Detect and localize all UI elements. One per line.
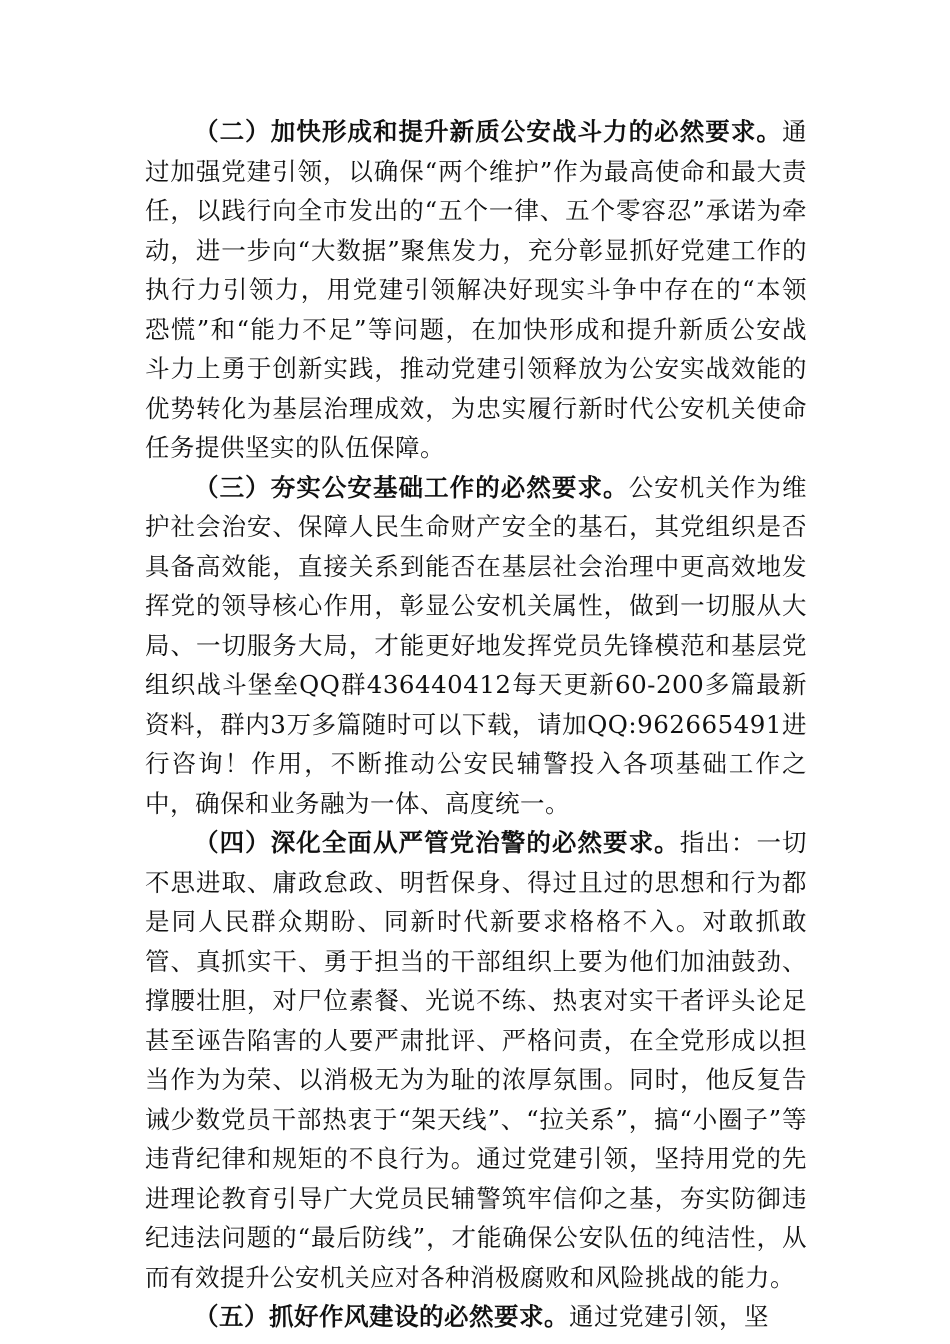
- paragraph-heading: （四）深化全面从严管党治警的必然要求。: [194, 828, 680, 857]
- paragraph-4: [145, 823, 807, 1297]
- paragraph-body: 指出：一切不思进取、庸政怠政、明哲保身、得过且过的思想和行为都是同人民群众期盼、同新时代新要求格格不入。对敢抓敢管、真抓实干、勇于担当的干部组织上要为他们加油鼓劲、撑腰壮胆，对尸位素餐、光说不练、热衷对实干者评头论足甚至诬告陷害的人要严肃批评、严格问责，在全党形成以担当作为为荣、以消极无为为耻的浓厚氛围。同时，他反复告诫少数党员干部热衷于“架天线”、“拉关系”，搞“小圈子”等违背纪律和规矩的不良行为。通过党建引领，坚持用党的先进理论教育引导广大党员民辅警筑牢信仰之基，夯实防御违纪违法问题的“最后防线”，才能确保公安队伍的纯洁性，从而有效提升公安机关应对各种消极腐败和风险挑战的能力。: [145, 828, 808, 1292]
- paragraph-2: [145, 112, 807, 468]
- paragraph-5: [145, 1297, 807, 1337]
- paragraph-heading: （三）夯实公安基础工作的必然要求。: [194, 472, 629, 502]
- paragraph-heading: （五）抓好作风建设的必然要求。: [194, 1302, 569, 1331]
- paragraph-heading: （二）加快形成和提升新质公安战斗力的必然要求。: [194, 117, 782, 146]
- document-page: [145, 112, 807, 1337]
- paragraph-body: 公安机关作为维护社会治安、保障人民生命财产安全的基石，其党组织是否具备高效能，直接关系到能否在基层社会治理中更高效地发挥党的领导核心作用，彰显公安机关属性，做到一切服从大局、一切服务大局，才能更好地发挥党员先锋模范和基层党组织战斗堡垒QQ群436440412每天更新60-200多篇最新资料，群内3万多篇随时可以下载，请加QQ:962665491进行咨询！作用，不断推动公安民辅警投入各项基础工作之中，确保和业务融为一体、高度统一。: [145, 472, 807, 818]
- paragraph-body: 通过加强党建引领，以确保“两个维护”作为最高使命和最大责任，以践行向全市发出的“五个一律、五个零容忍”承诺为牵动，进一步向“大数据”聚焦发力，充分彰显抓好党建工作的执行力引领力，用党建引领解决好现实斗争中存在的“本领恐慌”和“能力不足”等问题，在加快形成和提升新质公安战斗力上勇于创新实践，推动党建引领释放为公安实战效能的优势转化为基层治理成效，为忠实履行新时代公安机关使命任务提供坚实的队伍保障。: [145, 117, 807, 462]
- paragraph-3: [145, 468, 807, 824]
- paragraph-body: 通过党建引领，坚: [569, 1302, 769, 1331]
